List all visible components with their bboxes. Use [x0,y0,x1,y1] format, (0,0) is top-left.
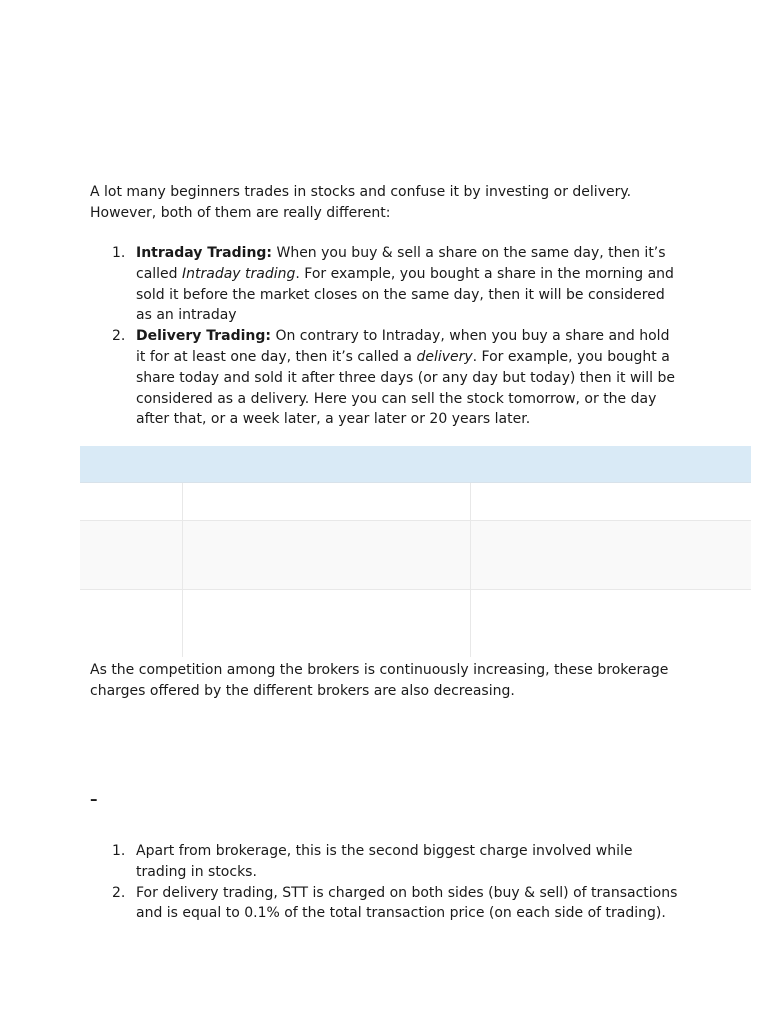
table-header-cell [470,446,751,483]
list-item [90,841,682,883]
list-item-text: Apart from brokerage, this is the second biggest charge involved while trading in stocks. [136,843,633,880]
table-cell [80,483,182,521]
list-number: 2. [112,884,126,901]
table-header-cell [80,446,182,483]
table-cell [470,590,751,658]
table-cell [80,521,182,590]
intro-paragraph: A lot many beginners trades in stocks and confuse it by investing or delivery. However, both of them are really different: [90,184,632,221]
outro-paragraph: As the competition among the brokers is continuously increasing, these brokerage charges offered by the different brokers are also decreasing. [90,662,669,699]
list-item [90,883,682,925]
table-row [80,483,751,521]
table-cell [182,521,470,590]
table-cell [80,590,182,658]
table-header-cell [182,446,470,483]
term-intraday: Intraday Trading: [136,245,273,261]
list-number: 1. [112,245,126,261]
trading-types-list [90,243,682,430]
table-cell [470,521,751,590]
table-header-row [80,446,751,483]
intraday-emphasis: Intraday trading [182,265,296,282]
section-heading: – [90,790,98,808]
table-cell [182,483,470,521]
list-number: 2. [112,328,126,345]
list-item-intraday [90,243,682,326]
delivery-text-2: . For example, you bought a share today and sold it after three days (or any day but today) then it will be considered as a delivery. Here you can sell the stock tomorrow, or the day after that, or a week later, a year later or 20 years later. [136,348,676,428]
list-item-text: For delivery trading, STT is charged on both sides (buy & sell) of transactions and is equal to 0.1% of the total transaction price (on each side of trading). [136,884,678,922]
table-cell [470,483,751,521]
table-row [80,590,751,658]
delivery-text-1: On contrary to Intraday, when you buy a share and hold it for at least one day, then it’s called a [136,328,670,365]
table-cell [182,590,470,658]
table-row [80,521,751,590]
term-delivery: Delivery Trading: [136,328,272,345]
list-item-delivery [90,326,682,430]
intraday-text-2: . For example, you bought a share in the morning and sold it before the market closes on the same day, then it will be considered as an intraday [136,265,674,324]
delivery-emphasis: delivery [416,348,473,365]
list-number: 1. [112,843,126,859]
stt-list [90,841,682,924]
brokerage-table [80,446,751,657]
intraday-text-1: When you buy & sell a share on the same day, then it’s called [136,245,666,282]
